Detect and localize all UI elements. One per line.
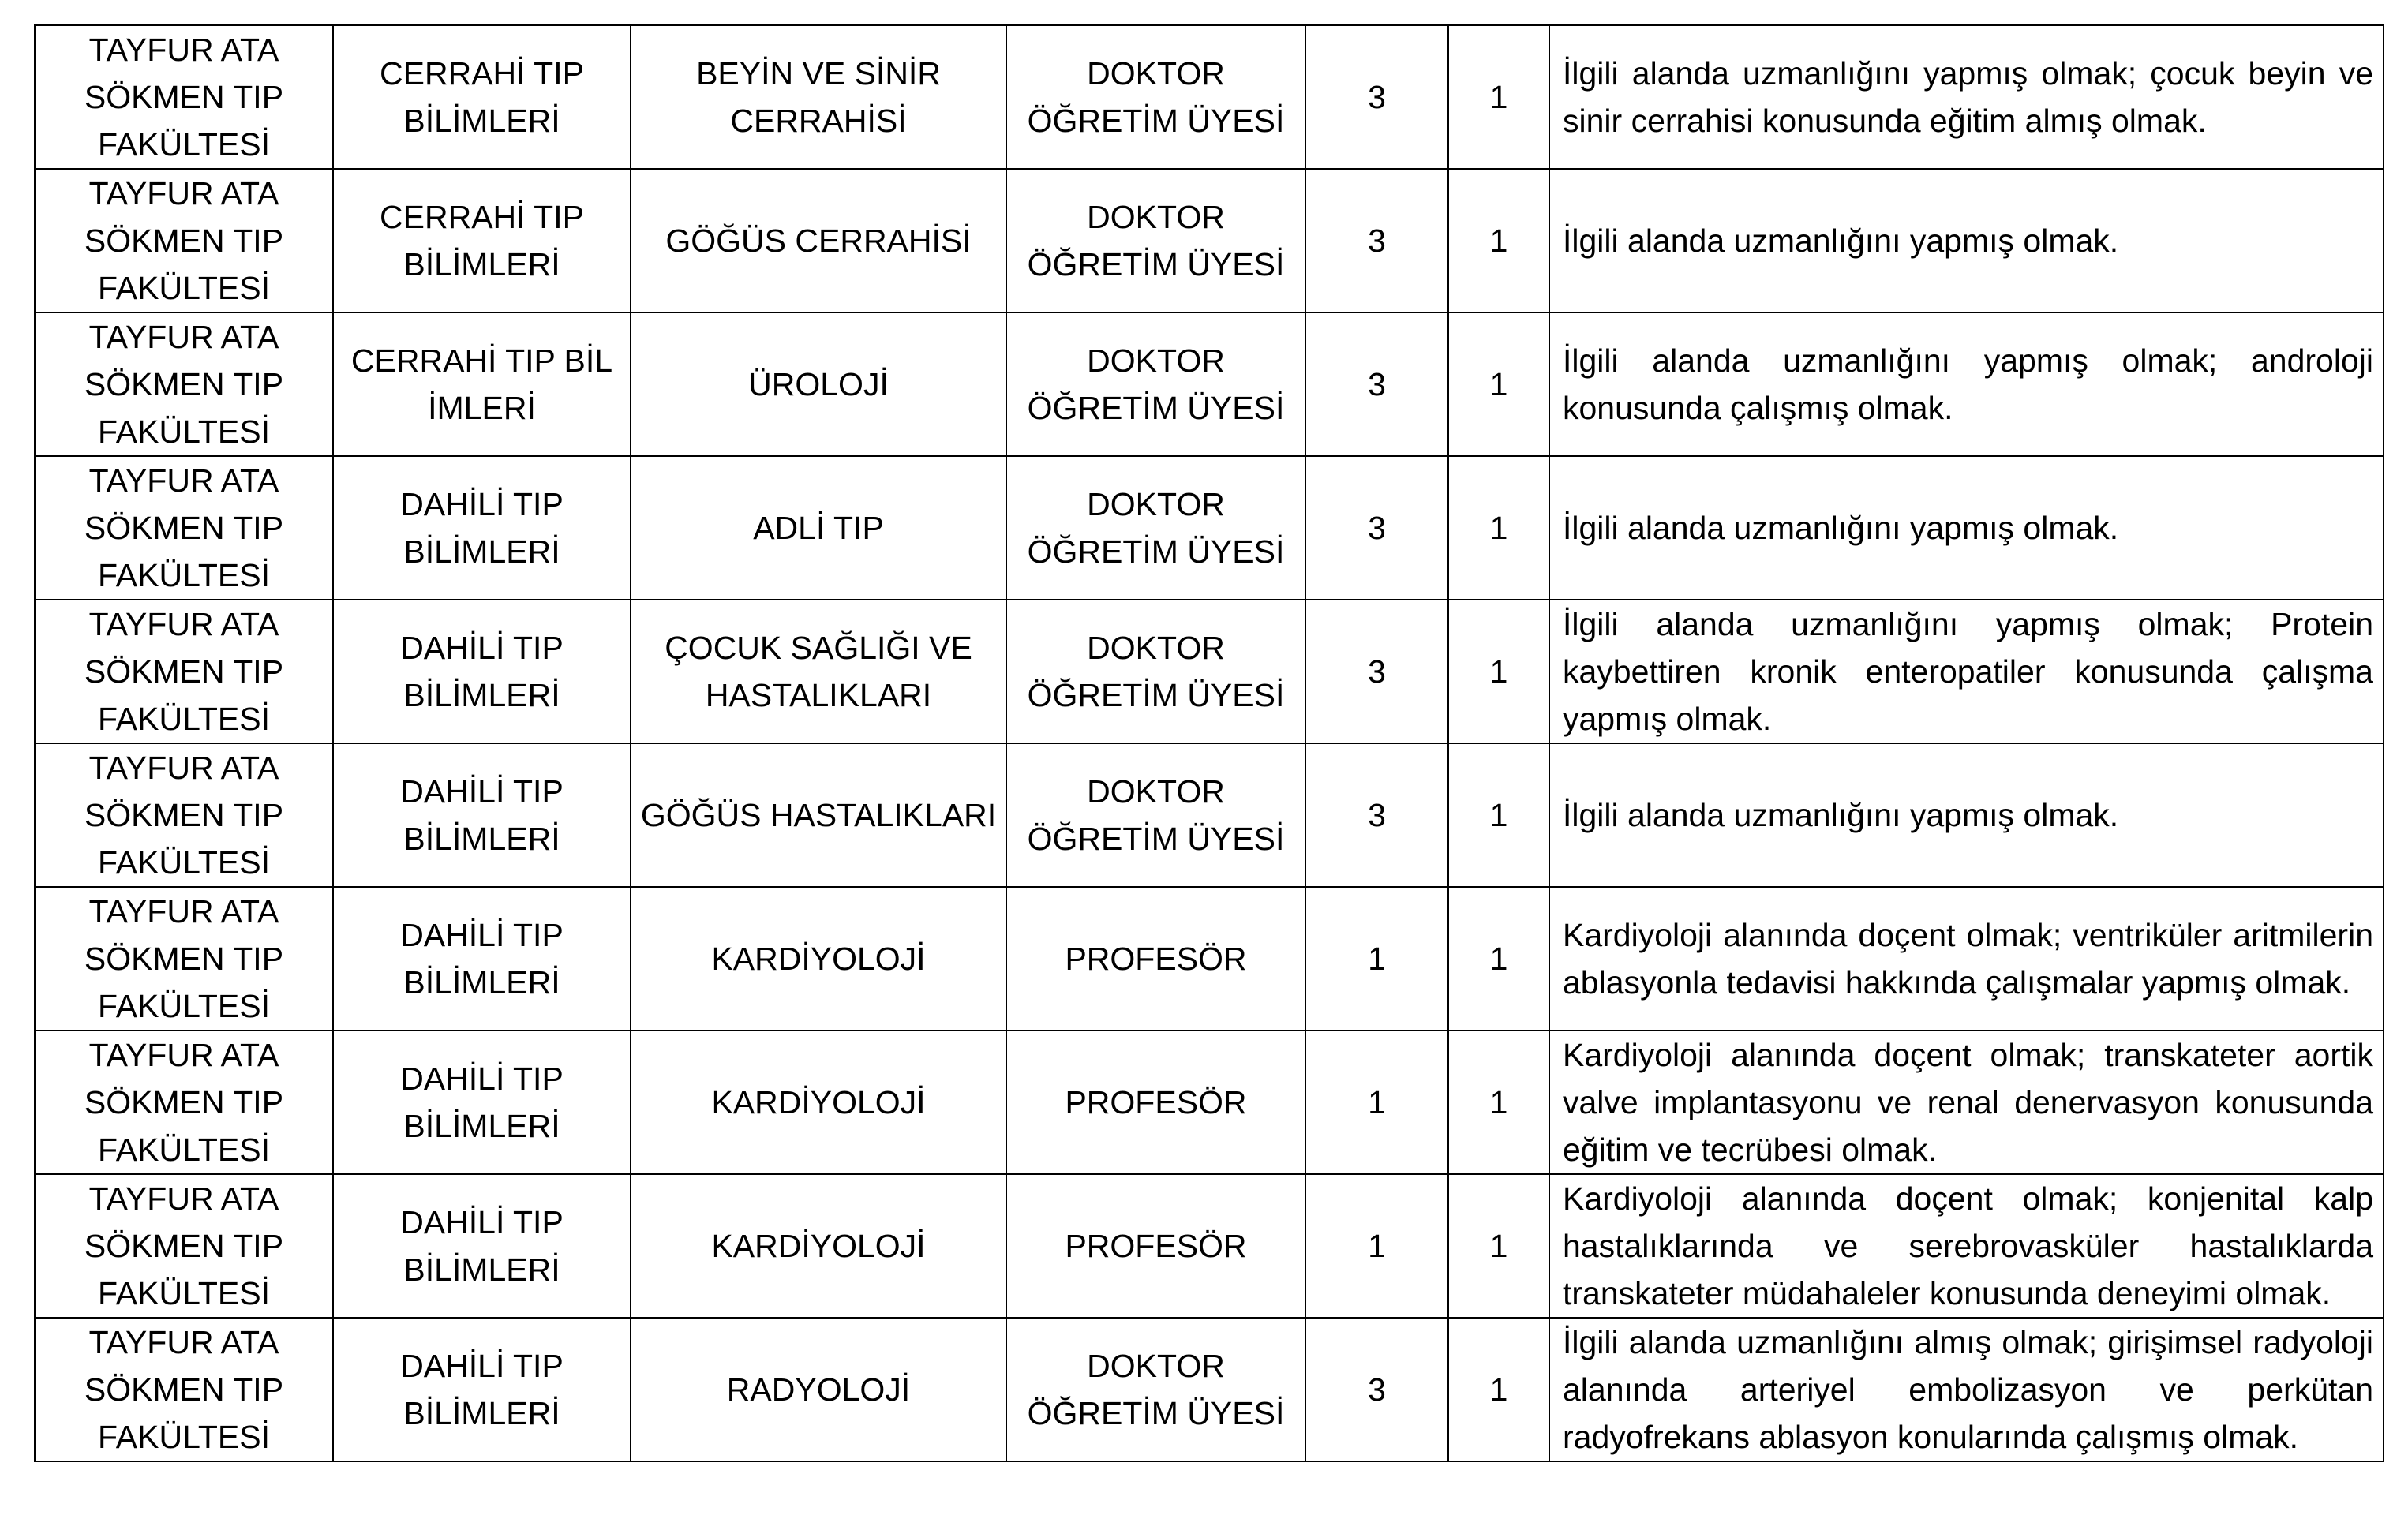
degree-cell: 1 [1448,600,1549,743]
requirement-cell: İlgili alanda uzmanlığını yapmış olmak; çocuk beyin ve sinir cerrahisi konusunda eğitim almış olmak. [1549,25,2384,169]
degree-cell: 1 [1448,456,1549,600]
requirement-cell: Kardiyoloji alanında doçent olmak; konjenital kalp hastalıklarında ve serebrovasküler hastalıklarda transkateter müdahaleler konusunda deneyimi olmak. [1549,1174,2384,1318]
title-cell: DOKTOR ÖĞRETİM ÜYESİ [1006,456,1305,600]
faculty-cell: TAYFUR ATA SÖKMEN TIP FAKÜLTESİ [35,456,333,600]
degree-cell: 1 [1448,1031,1549,1174]
faculty-cell: TAYFUR ATA SÖKMEN TIP FAKÜLTESİ [35,600,333,743]
requirement-cell: İlgili alanda uzmanlığını almış olmak; girişimsel radyoloji alanında arteriyel embolizasyon ve perkütan radyofrekans ablasyon konularında çalışmış olmak. [1549,1318,2384,1461]
count-cell: 3 [1305,600,1448,743]
specialty-cell: ÇOCUK SAĞLIĞI VE HASTALIKLARI [631,600,1006,743]
count-cell: 3 [1305,1318,1448,1461]
department-cell: DAHİLİ TIP BİLİMLERİ [333,1174,631,1318]
title-cell: PROFESÖR [1006,1031,1305,1174]
requirement-cell: Kardiyoloji alanında doçent olmak; ventriküler aritmilerin ablasyonla tedavisi hakkında çalışmalar yapmış olmak. [1549,887,2384,1031]
specialty-cell: GÖĞÜS CERRAHİSİ [631,169,1006,312]
title-cell: DOKTOR ÖĞRETİM ÜYESİ [1006,312,1305,456]
department-cell: DAHİLİ TIP BİLİMLERİ [333,1031,631,1174]
title-cell: DOKTOR ÖĞRETİM ÜYESİ [1006,600,1305,743]
title-cell: DOKTOR ÖĞRETİM ÜYESİ [1006,743,1305,887]
faculty-cell: TAYFUR ATA SÖKMEN TIP FAKÜLTESİ [35,312,333,456]
count-cell: 1 [1305,1031,1448,1174]
requirement-cell: Kardiyoloji alanında doçent olmak; transkateter aortik valve implantasyonu ve renal denervasyon konusunda eğitim ve tecrübesi olmak. [1549,1031,2384,1174]
title-cell: DOKTOR ÖĞRETİM ÜYESİ [1006,1318,1305,1461]
table-row [35,169,2384,312]
count-cell: 3 [1305,312,1448,456]
table-row [35,887,2384,1031]
department-cell: DAHİLİ TIP BİLİMLERİ [333,600,631,743]
specialty-cell: KARDİYOLOJİ [631,1174,1006,1318]
degree-cell: 1 [1448,887,1549,1031]
requirement-cell: İlgili alanda uzmanlığını yapmış olmak; Protein kaybettiren kronik enteropatiler konusunda çalışma yapmış olmak. [1549,600,2384,743]
specialty-cell: RADYOLOJİ [631,1318,1006,1461]
department-cell: CERRAHİ TIP BİL İMLERİ [333,312,631,456]
title-cell: PROFESÖR [1006,1174,1305,1318]
table-row [35,1031,2384,1174]
department-cell: DAHİLİ TIP BİLİMLERİ [333,1318,631,1461]
requirement-cell: İlgili alanda uzmanlığını yapmış olmak. [1549,743,2384,887]
faculty-cell: TAYFUR ATA SÖKMEN TIP FAKÜLTESİ [35,743,333,887]
faculty-cell: TAYFUR ATA SÖKMEN TIP FAKÜLTESİ [35,169,333,312]
specialty-cell: BEYİN VE SİNİR CERRAHİSİ [631,25,1006,169]
specialty-cell: GÖĞÜS HASTALIKLARI [631,743,1006,887]
requirement-cell: İlgili alanda uzmanlığını yapmış olmak; androloji konusunda çalışmış olmak. [1549,312,2384,456]
table-row [35,456,2384,600]
requirement-cell: İlgili alanda uzmanlığını yapmış olmak. [1549,456,2384,600]
department-cell: DAHİLİ TIP BİLİMLERİ [333,456,631,600]
degree-cell: 1 [1448,25,1549,169]
position-table [34,24,2384,1462]
degree-cell: 1 [1448,1318,1549,1461]
department-cell: CERRAHİ TIP BİLİMLERİ [333,169,631,312]
department-cell: DAHİLİ TIP BİLİMLERİ [333,887,631,1031]
count-cell: 1 [1305,887,1448,1031]
faculty-cell: TAYFUR ATA SÖKMEN TIP FAKÜLTESİ [35,1031,333,1174]
count-cell: 3 [1305,743,1448,887]
specialty-cell: KARDİYOLOJİ [631,887,1006,1031]
specialty-cell: ÜROLOJİ [631,312,1006,456]
requirement-cell: İlgili alanda uzmanlığını yapmış olmak. [1549,169,2384,312]
title-cell: PROFESÖR [1006,887,1305,1031]
degree-cell: 1 [1448,169,1549,312]
degree-cell: 1 [1448,312,1549,456]
table-row [35,600,2384,743]
faculty-cell: TAYFUR ATA SÖKMEN TIP FAKÜLTESİ [35,1318,333,1461]
table-row [35,743,2384,887]
table-row [35,312,2384,456]
faculty-cell: TAYFUR ATA SÖKMEN TIP FAKÜLTESİ [35,1174,333,1318]
department-cell: CERRAHİ TIP BİLİMLERİ [333,25,631,169]
count-cell: 1 [1305,1174,1448,1318]
degree-cell: 1 [1448,743,1549,887]
department-cell: DAHİLİ TIP BİLİMLERİ [333,743,631,887]
specialty-cell: KARDİYOLOJİ [631,1031,1006,1174]
specialty-cell: ADLİ TIP [631,456,1006,600]
count-cell: 3 [1305,25,1448,169]
table-row [35,1318,2384,1461]
title-cell: DOKTOR ÖĞRETİM ÜYESİ [1006,25,1305,169]
count-cell: 3 [1305,169,1448,312]
degree-cell: 1 [1448,1174,1549,1318]
count-cell: 3 [1305,456,1448,600]
faculty-cell: TAYFUR ATA SÖKMEN TIP FAKÜLTESİ [35,887,333,1031]
title-cell: DOKTOR ÖĞRETİM ÜYESİ [1006,169,1305,312]
faculty-cell: TAYFUR ATA SÖKMEN TIP FAKÜLTESİ [35,25,333,169]
table-row [35,1174,2384,1318]
position-table-body [35,25,2384,1461]
table-row [35,25,2384,169]
